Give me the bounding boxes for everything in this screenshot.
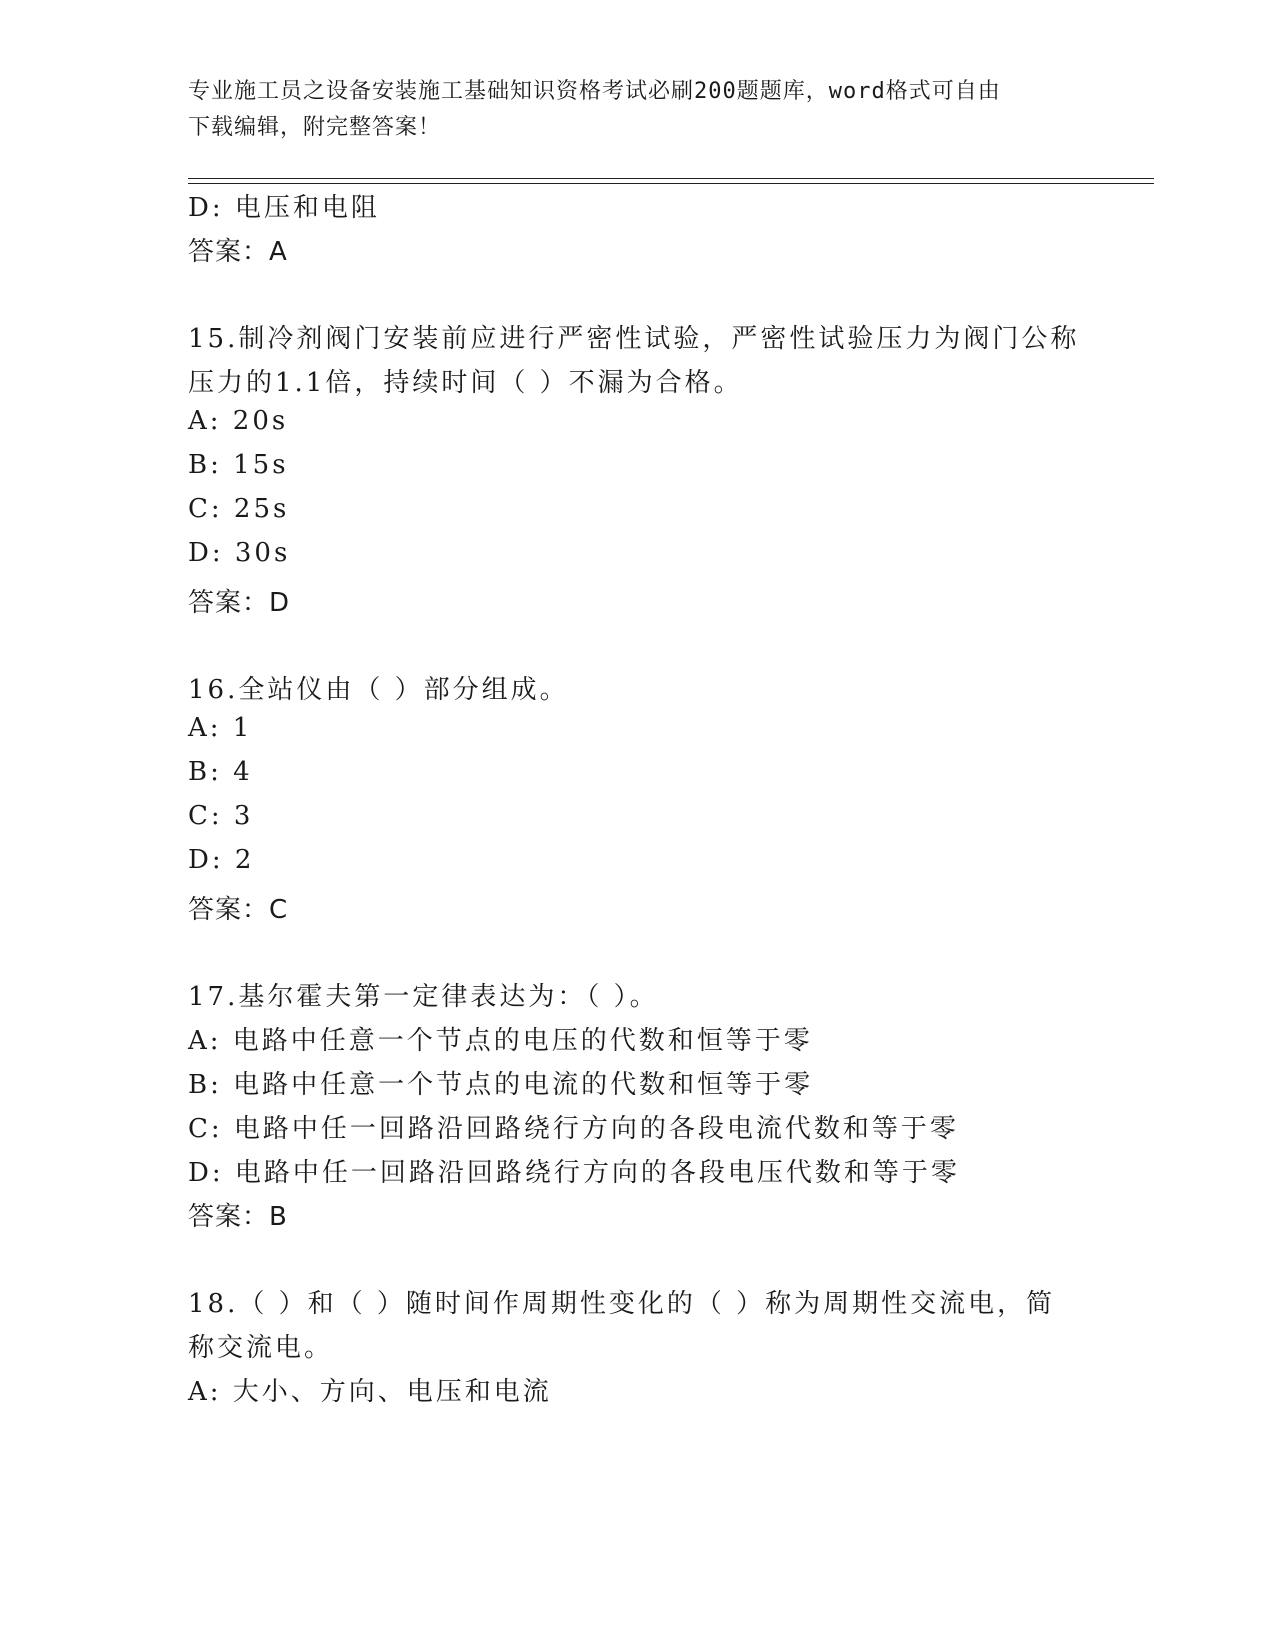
q17-stem-line-1: 17.基尔霍夫第一定律表达为：（ ）。 — [188, 982, 659, 1012]
header-rule-top — [188, 178, 1154, 179]
q16-option-d: D: 2 — [188, 845, 255, 875]
prev-answer: 答案：A — [188, 237, 288, 267]
q17-option-b: B: 电路中任意一个节点的电流的代数和恒等于零 — [188, 1070, 814, 1100]
prev-option-d: D: 电压和电阻 — [188, 193, 380, 223]
q16-option-a: A: 1 — [188, 713, 253, 743]
q15-stem-line-1: 15.制冷剂阀门安装前应进行严密性试验，严密性试验压力为阀门公称 — [188, 324, 1080, 354]
q17-answer: 答案：B — [188, 1202, 288, 1232]
q15-option-c: C: 25s — [188, 494, 290, 524]
q15-option-a: A: 20s — [188, 406, 289, 436]
q18-option-a: A: 大小、方向、电压和电流 — [188, 1377, 552, 1407]
q18-stem-line-1: 18.（ ）和（ ）随时间作周期性变化的（ ）称为周期性交流电，简 — [188, 1289, 1056, 1319]
q18-stem-line-2: 称交流电。 — [188, 1333, 334, 1363]
q15-option-d: D: 30s — [188, 538, 291, 568]
q17-option-a: A: 电路中任意一个节点的电压的代数和恒等于零 — [188, 1026, 813, 1056]
q15-answer: 答案：D — [188, 588, 291, 618]
header-rule-bottom — [188, 183, 1154, 184]
q16-stem-line-1: 16.全站仪由（ ）部分组成。 — [188, 675, 569, 705]
q15-stem-line-2: 压力的1.1倍，持续时间（ ）不漏为合格。 — [188, 368, 743, 398]
q15-option-b: B: 15s — [188, 450, 289, 480]
q16-answer: 答案：C — [188, 895, 289, 925]
q17-option-c: C: 电路中任一回路沿回路绕行方向的各段电流代数和等于零 — [188, 1114, 959, 1144]
q16-option-c: C: 3 — [188, 801, 254, 831]
q16-option-b: B: 4 — [188, 757, 253, 787]
page-header — [188, 74, 1088, 146]
q17-option-d: D: 电路中任一回路沿回路绕行方向的各段电压代数和等于零 — [188, 1158, 960, 1188]
header-line-1: 专业施工员之设备安装施工基础知识资格考试必刷200题题库，word格式可自由 — [188, 79, 1001, 104]
header-line-2: 下载编辑，附完整答案！ — [188, 115, 442, 140]
